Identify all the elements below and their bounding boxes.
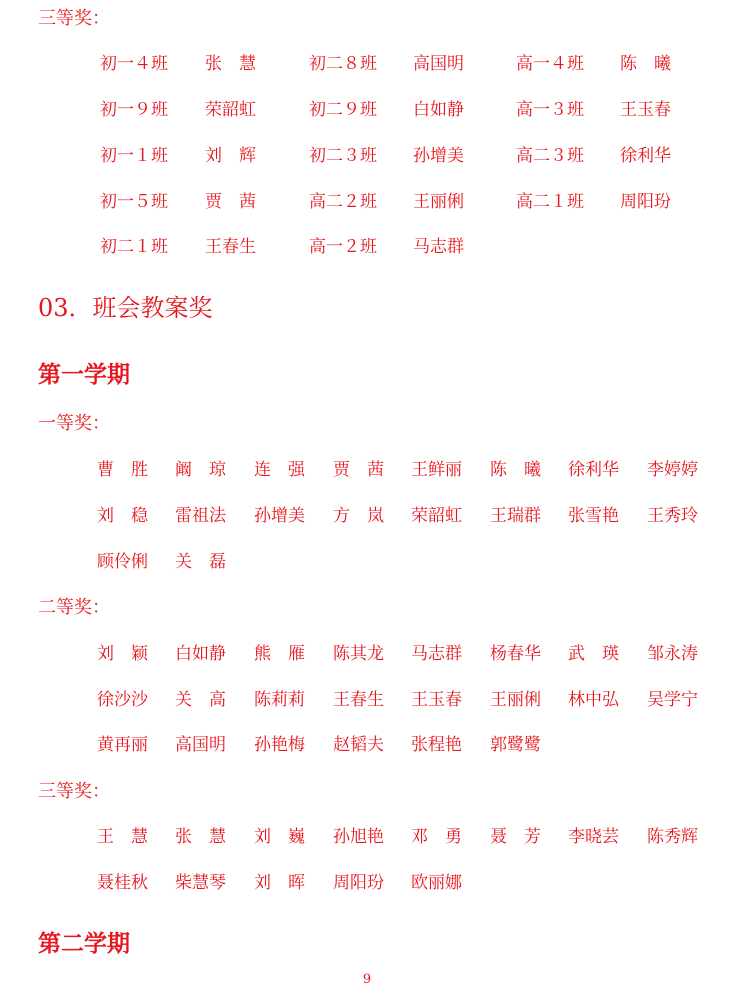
- name-cell: 林中弘: [568, 690, 619, 710]
- name-cell: 吴学宁: [647, 690, 698, 710]
- name-cell: 聂桂秋: [97, 873, 148, 893]
- table-row: [0, 98, 734, 122]
- name-cell: 马志群: [411, 644, 462, 664]
- name-cell: 初二１班: [100, 237, 168, 257]
- name-cell: 王丽俐: [413, 192, 464, 212]
- name-cell: 杨春华: [490, 644, 541, 664]
- name-cell: 王 慧: [97, 827, 148, 847]
- term-title-second: 第二学期: [38, 930, 130, 957]
- name-cell: 王瑞群: [490, 506, 541, 526]
- name-cell: 高一４班: [516, 54, 584, 74]
- name-cell: 张程艳: [411, 735, 462, 755]
- name-cell: 王丽俐: [490, 690, 541, 710]
- table-row: [0, 235, 734, 259]
- name-cell: 孙旭艳: [333, 827, 384, 847]
- name-cell: 高二１班: [516, 192, 584, 212]
- name-cell: 邹永涛: [647, 644, 698, 664]
- name-cell: 王春生: [333, 690, 384, 710]
- name-cell: 李婷婷: [647, 460, 698, 480]
- name-cell: 周阳玢: [620, 192, 671, 212]
- name-cell: 连 强: [254, 460, 305, 480]
- name-cell: 徐沙沙: [97, 690, 148, 710]
- name-cell: 王玉春: [620, 100, 671, 120]
- name-cell: 阚 琼: [175, 460, 226, 480]
- name-cell: 熊 雁: [254, 644, 305, 664]
- name-cell: 陈莉莉: [254, 690, 305, 710]
- term-title-first: 第一学期: [38, 361, 130, 388]
- name-cell: 孙增美: [413, 146, 464, 166]
- table-row: [0, 550, 734, 574]
- name-cell: 初二９班: [309, 100, 377, 120]
- award-label-second: 二等奖：: [38, 597, 110, 618]
- name-cell: 方 岚: [333, 506, 384, 526]
- name-cell: 柴慧琴: [175, 873, 226, 893]
- name-cell: 孙增美: [254, 506, 305, 526]
- name-cell: 雷祖法: [175, 506, 226, 526]
- section-title: 03．班会教案奖: [38, 294, 213, 322]
- name-cell: 初一１班: [100, 146, 168, 166]
- table-row: [0, 871, 734, 895]
- table-row: [0, 642, 734, 666]
- name-cell: 顾伶俐: [97, 552, 148, 572]
- table-row: [0, 504, 734, 528]
- name-cell: 欧丽娜: [411, 873, 462, 893]
- page-number: 9: [362, 972, 372, 987]
- name-cell: 白如静: [175, 644, 226, 664]
- name-cell: 关 高: [175, 690, 226, 710]
- name-cell: 初一４班: [100, 54, 168, 74]
- name-cell: 陈秀辉: [647, 827, 698, 847]
- name-cell: 张雪艳: [568, 506, 619, 526]
- name-cell: 高一３班: [516, 100, 584, 120]
- name-cell: 徐利华: [620, 146, 671, 166]
- name-cell: 王玉春: [411, 690, 462, 710]
- table-row: [0, 458, 734, 482]
- name-cell: 曹 胜: [97, 460, 148, 480]
- table-row: [0, 144, 734, 168]
- name-cell: 贾 茜: [333, 460, 384, 480]
- name-cell: 孙艳梅: [254, 735, 305, 755]
- name-cell: 刘 稳: [97, 506, 148, 526]
- table-row: [0, 190, 734, 214]
- name-cell: 刘 颖: [97, 644, 148, 664]
- name-cell: 高一２班: [309, 237, 377, 257]
- name-cell: 初二３班: [309, 146, 377, 166]
- name-cell: 荣韶虹: [411, 506, 462, 526]
- table-row: [0, 825, 734, 849]
- name-cell: 刘 晖: [254, 873, 305, 893]
- name-cell: 周阳玢: [333, 873, 384, 893]
- name-cell: 高二３班: [516, 146, 584, 166]
- name-cell: 王秀玲: [647, 506, 698, 526]
- name-cell: 陈其龙: [333, 644, 384, 664]
- name-cell: 聂 芳: [490, 827, 541, 847]
- name-cell: 王春生: [205, 237, 256, 257]
- name-cell: 贾 茜: [205, 192, 256, 212]
- name-cell: 初二８班: [309, 54, 377, 74]
- name-cell: 初一９班: [100, 100, 168, 120]
- name-cell: 武 瑛: [568, 644, 619, 664]
- name-cell: 荣韶虹: [205, 100, 256, 120]
- name-cell: 白如静: [413, 100, 464, 120]
- award-label-first: 一等奖：: [38, 413, 110, 434]
- name-cell: 徐利华: [568, 460, 619, 480]
- name-cell: 郭鹭鹭: [490, 735, 541, 755]
- name-cell: 黄再丽: [97, 735, 148, 755]
- table-row: [0, 688, 734, 712]
- name-cell: 高二２班: [309, 192, 377, 212]
- name-cell: 高国明: [413, 54, 464, 74]
- name-cell: 马志群: [413, 237, 464, 257]
- name-cell: 张 慧: [205, 54, 256, 74]
- name-cell: 赵韬夫: [333, 735, 384, 755]
- name-cell: 王鲜丽: [411, 460, 462, 480]
- name-cell: 刘 辉: [205, 146, 256, 166]
- name-cell: 初一５班: [100, 192, 168, 212]
- award-label-third: 三等奖：: [38, 781, 110, 802]
- table-row: [0, 733, 734, 757]
- name-cell: 陈 曦: [490, 460, 541, 480]
- name-cell: 李晓芸: [568, 827, 619, 847]
- name-cell: 刘 巍: [254, 827, 305, 847]
- award-label-third-top: 三等奖：: [38, 8, 110, 29]
- name-cell: 邓 勇: [411, 827, 462, 847]
- name-cell: 陈 曦: [620, 54, 671, 74]
- name-cell: 张 慧: [175, 827, 226, 847]
- table-row: [0, 52, 734, 76]
- name-cell: 高国明: [175, 735, 226, 755]
- name-cell: 关 磊: [175, 552, 226, 572]
